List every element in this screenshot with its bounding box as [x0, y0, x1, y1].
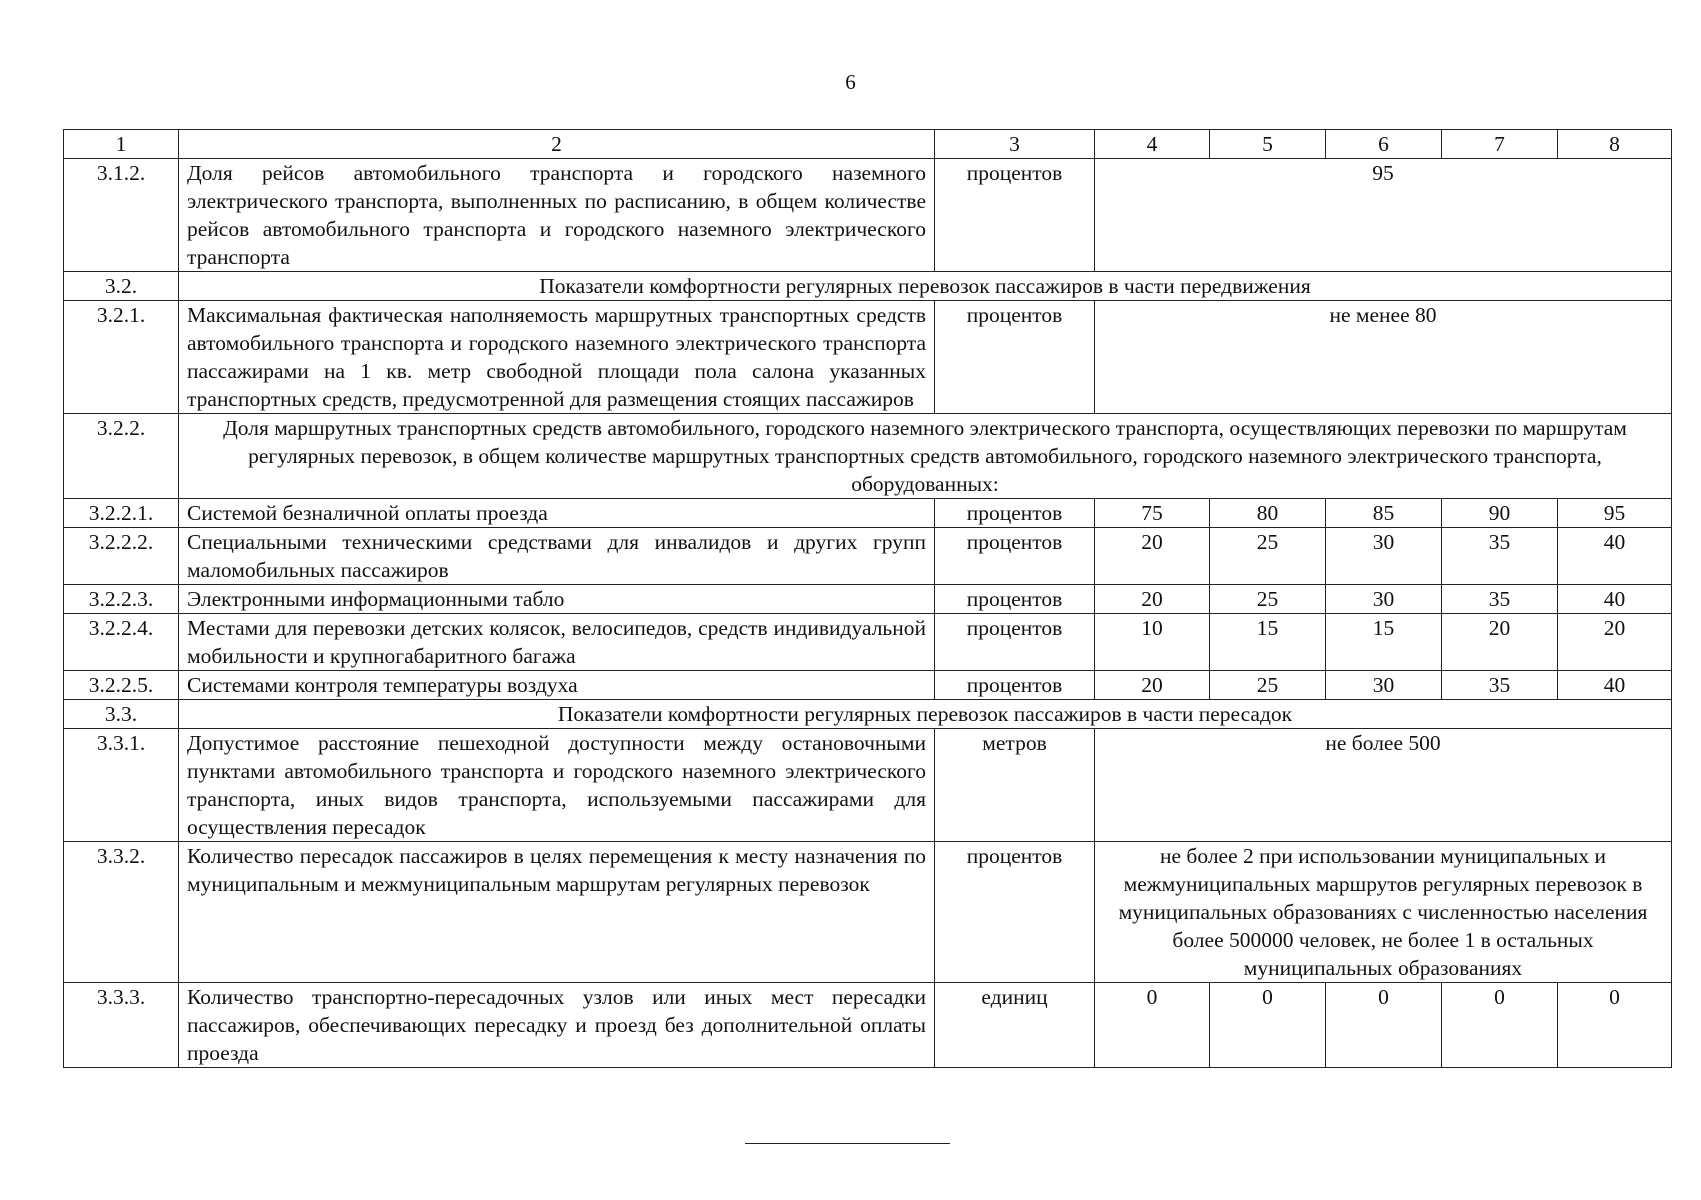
indicators-table — [63, 129, 1672, 1068]
value-cell: 80 — [1210, 499, 1326, 528]
merged-value-cell: не более 2 при использовании муниципальных и межмуниципальных маршрутов регулярных перевозок в муниципальных образованиях с численностью населения более 500000 человек, не более 1 в остальных муниципальных образованиях — [1095, 842, 1672, 983]
table-row — [64, 671, 1672, 700]
table-row — [64, 499, 1672, 528]
table-row — [64, 301, 1672, 414]
unit-cell: процентов — [935, 842, 1095, 983]
indicator-description: Доля рейсов автомобильного транспорта и городского наземного электрического транспорта, выполненных по расписанию, в общем количестве рейсов автомобильного транспорта и городского наземного электрического транспорта — [179, 159, 935, 272]
indicator-description: Специальными техническими средствами для инвалидов и других групп маломобильных пассажиров — [179, 528, 935, 585]
unit-cell: процентов — [935, 671, 1095, 700]
value-cell: 20 — [1442, 614, 1558, 671]
unit-cell: процентов — [935, 614, 1095, 671]
merged-value-cell: 95 — [1095, 159, 1672, 272]
row-number: 3.2.2.3. — [64, 585, 179, 614]
header-cell: 6 — [1326, 130, 1442, 159]
indicator-description: Количество транспортно-пересадочных узлов или иных мест пересадки пассажиров, обеспечивающих пересадку и проезд без дополнительной оплаты проезда — [179, 983, 935, 1068]
value-cell: 0 — [1558, 983, 1672, 1068]
footer-divider — [745, 1143, 950, 1144]
unit-cell: процентов — [935, 585, 1095, 614]
header-cell: 1 — [64, 130, 179, 159]
value-cell: 20 — [1558, 614, 1672, 671]
value-cell: 20 — [1095, 528, 1210, 585]
row-number: 3.2.2.4. — [64, 614, 179, 671]
row-number: 3.3.2. — [64, 842, 179, 983]
value-cell: 25 — [1210, 671, 1326, 700]
value-cell: 15 — [1210, 614, 1326, 671]
value-cell: 40 — [1558, 585, 1672, 614]
indicator-description: Системой безналичной оплаты проезда — [179, 499, 935, 528]
value-cell: 0 — [1326, 983, 1442, 1068]
value-cell: 40 — [1558, 671, 1672, 700]
indicator-description: Максимальная фактическая наполняемость маршрутных транспортных средств автомобильного транспорта и городского наземного электрического транспорта пассажирами на 1 кв. метр свободной площади пола салона указанных транспортных средств, предусмотренной для размещения стоящих пассажиров — [179, 301, 935, 414]
table-row — [64, 614, 1672, 671]
page-number: 6 — [845, 70, 856, 94]
value-cell: 35 — [1442, 585, 1558, 614]
row-number: 3.2. — [64, 272, 179, 301]
row-number: 3.1.2. — [64, 159, 179, 272]
indicator-description: Системами контроля температуры воздуха — [179, 671, 935, 700]
unit-cell: процентов — [935, 528, 1095, 585]
row-number: 3.2.2. — [64, 414, 179, 499]
value-cell: 90 — [1442, 499, 1558, 528]
table-row — [64, 585, 1672, 614]
table-row — [64, 272, 1672, 301]
header-cell: 4 — [1095, 130, 1210, 159]
section-title: Показатели комфортности регулярных перевозок пассажиров в части пересадок — [179, 700, 1672, 729]
indicator-description: Электронными информационными табло — [179, 585, 935, 614]
value-cell: 20 — [1095, 585, 1210, 614]
indicator-description: Количество пересадок пассажиров в целях перемещения к месту назначения по муниципальным и межмуниципальным маршрутам регулярных перевозок — [179, 842, 935, 983]
table-row — [64, 159, 1672, 272]
table-row — [64, 983, 1672, 1068]
table-row — [64, 414, 1672, 499]
value-cell: 30 — [1326, 528, 1442, 585]
unit-cell: метров — [935, 729, 1095, 842]
value-cell: 35 — [1442, 671, 1558, 700]
section-title: Показатели комфортности регулярных перевозок пассажиров в части передвижения — [179, 272, 1672, 301]
merged-value-cell: не более 500 — [1095, 729, 1672, 842]
value-cell: 25 — [1210, 585, 1326, 614]
row-number: 3.2.1. — [64, 301, 179, 414]
header-cell: 8 — [1558, 130, 1672, 159]
value-cell: 15 — [1326, 614, 1442, 671]
value-cell: 95 — [1558, 499, 1672, 528]
value-cell: 0 — [1442, 983, 1558, 1068]
value-cell: 25 — [1210, 528, 1326, 585]
value-cell: 10 — [1095, 614, 1210, 671]
table-row — [64, 729, 1672, 842]
value-cell: 30 — [1326, 585, 1442, 614]
unit-cell: единиц — [935, 983, 1095, 1068]
table-row — [64, 528, 1672, 585]
unit-cell: процентов — [935, 159, 1095, 272]
indicator-description: Местами для перевозки детских колясок, велосипедов, средств индивидуальной мобильности и крупногабаритного багажа — [179, 614, 935, 671]
table-row — [64, 700, 1672, 729]
table-row — [64, 842, 1672, 983]
row-number: 3.2.2.5. — [64, 671, 179, 700]
header-row — [64, 130, 1672, 159]
row-number: 3.2.2.2. — [64, 528, 179, 585]
value-cell: 75 — [1095, 499, 1210, 528]
value-cell: 0 — [1210, 983, 1326, 1068]
header-cell: 3 — [935, 130, 1095, 159]
value-cell: 40 — [1558, 528, 1672, 585]
value-cell: 0 — [1095, 983, 1210, 1068]
header-cell: 7 — [1442, 130, 1558, 159]
value-cell: 35 — [1442, 528, 1558, 585]
unit-cell: процентов — [935, 301, 1095, 414]
value-cell: 85 — [1326, 499, 1442, 528]
header-cell: 5 — [1210, 130, 1326, 159]
row-number: 3.3. — [64, 700, 179, 729]
row-number: 3.3.3. — [64, 983, 179, 1068]
indicator-description: Допустимое расстояние пешеходной доступности между остановочными пунктами автомобильного транспорта и городского наземного электрического транспорта, иных видов транспорта, используемыми пассажирами для осуществления пересадок — [179, 729, 935, 842]
row-number: 3.2.2.1. — [64, 499, 179, 528]
header-cell: 2 — [179, 130, 935, 159]
merged-value-cell: не менее 80 — [1095, 301, 1672, 414]
value-cell: 20 — [1095, 671, 1210, 700]
unit-cell: процентов — [935, 499, 1095, 528]
value-cell: 30 — [1326, 671, 1442, 700]
row-number: 3.3.1. — [64, 729, 179, 842]
section-title: Доля маршрутных транспортных средств автомобильного, городского наземного электрического транспорта, осуществляющих перевозки по маршрутам регулярных перевозок, в общем количестве маршрутных транспортных средств автомобильного, городского наземного электрического транспорта, оборудованных: — [179, 414, 1672, 499]
